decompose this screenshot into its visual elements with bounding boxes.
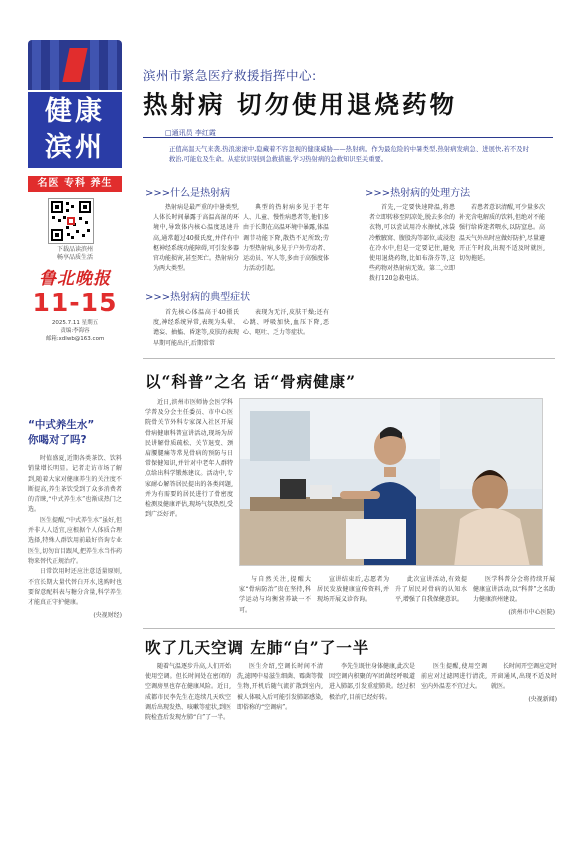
- mid-article-text: 近日,滨州市医师协会医学科学普及分会主任委员、市中心医院骨关节外科专家深入社区开展骨病健康科普宣讲活动,现场为居民讲解骨质疏松、关节退变、颈肩腰腿痛等常见骨病的预防与日常保健知识,并针对中老年人群特点给出科学锻炼建议。活动中,专家耐心解答居民提出的各类问题,并为有需要的居民进行了骨密度检测及健康评估,现场气氛热烈,受到广泛好评。: [145, 399, 233, 519]
- logo-line-1: 健康: [45, 96, 105, 127]
- mid-article-headline: 以“科普”之名 话“骨病健康”: [145, 372, 357, 391]
- top-article-byline: □通讯员 李红霞: [165, 129, 216, 137]
- section-text: 热射病是最严重的中暑类型,人体长时间暴露于高温高湿的环境中,导致体内核心温度迅速升高,通常超过40摄氏度,并伴有中枢神经系统功能障碍,可引发多器官功能损害,甚至死亡。热射病分为两大类型。: [153, 204, 239, 273]
- qr-code-icon[interactable]: [48, 198, 94, 244]
- paragraph: 时值盛夏,近期各类茶饮、饮料销量增长明显。记者走访市场了解到,随着大家对健康养生的关注度不断提高,养生茶饮受到了众多消费者的青睐,“中式养生水”也渐成热门之选。: [28, 455, 122, 514]
- page-range: 11-15: [32, 288, 118, 317]
- section-heading-treatment: >>>热射病的处理方法: [365, 188, 471, 199]
- section-text: 首先,一定要快速降温,将患者立即转移至阴凉处,脱去多余的衣物,可以尝试用冷水擦拭,冰袋冷敷腋窝、腹股沟等部位,或浸泡在冷水中,但是一定要记住,避免使用退烧药物,比如布洛芬等,这些药物对热射病无效。第二,立即拨打120急救电话。: [369, 204, 455, 283]
- section-logo: [28, 40, 122, 168]
- logo-graphic: [28, 40, 122, 90]
- divider: [143, 628, 555, 629]
- bottom-article-text: 医生介绍,空调长时间不清洗,滤网中易滋生细菌、霉菌等微生物,开机后随气流扩散到室内,被人体吸入后可能引发肺部感染,即俗称的“空调病”。: [237, 663, 323, 711]
- sidebar-article: [28, 418, 122, 619]
- mid-article-credit: (滨州市中心医院): [508, 608, 555, 616]
- sidebar-article-title: “中式养生水” 你喝对了吗?: [28, 419, 95, 446]
- section-heading-symptoms: >>>热射病的典型症状: [145, 292, 251, 303]
- paragraph: 日常饮用时还应注意适量原则,不宜长期大量代替白开水,选购时也要留意配料表与糖分含量,科学养生才能真正守护健康。: [28, 568, 122, 607]
- section-text: 典型的热射病多见于老年人、儿童、慢性病患者等,他们多由于长期在高温环境中暴露,体温调节功能下降,散热不足所致;劳力型热射病,多见于户外劳动者、运动员、军人等,多由于高强度体力活动引起。: [243, 204, 329, 273]
- mid-article-text: 与自然关注,提醒大家“骨病防治”贵在坚持,科学运动与均衡营养缺一不可。: [239, 576, 311, 614]
- mid-article-text: 此次宣讲活动,有效提升了居民对骨病的认知水平,增强了自我保健意识。: [395, 576, 467, 604]
- doctor-consultation-photo: [239, 398, 543, 566]
- qr-caption: 下载品读滨州 畅享品质生活: [56, 246, 93, 261]
- sidebar-article-body: [28, 454, 122, 608]
- bottom-article-headline: 吹了几天空调 左肺“白”了一半: [145, 638, 370, 657]
- logo-text: [28, 92, 122, 168]
- sidebar-credit: (央视财经): [93, 612, 122, 620]
- section-text: 表现为无汗,皮肤干燥;还有心跳、呼吸加快,血压下降,恶心、呕吐、乏力等症状。: [243, 309, 329, 337]
- newspaper-logo: 鲁北晚报: [39, 269, 111, 289]
- section-text: 首先核心体温高于40摄氏度,神经系统异常,表现为头晕、谵妄、抽搐、昏迷等,皮肤的表现早期可能出汗,后期常常: [153, 309, 239, 347]
- main-content: [133, 0, 569, 841]
- bottom-article-text: 长时间开空调应定时开窗通风,出现不适及时就医。 (央视新闻): [491, 662, 557, 705]
- mid-article-text: 医学科普分会将持续开展健康宣讲活动,以“科普”之名助力健康滨州建设。 (滨州市中心医院): [473, 575, 555, 618]
- section-heading-what-is: >>>什么是热射病: [145, 188, 231, 199]
- section-tagline: 名医 专科 养生: [28, 176, 122, 192]
- top-article-kicker: 滨州市紧急医疗救援指挥中心:: [143, 68, 317, 83]
- mid-article-text: 宣讲结束后,志愿者为居民发放健康宣传资料,并现场开展义诊咨询。: [317, 576, 389, 604]
- divider: [143, 358, 555, 359]
- bottom-article-text: 随着气温逐步升高,人们开始使用空调。但长时间处在密闭的空调房里也存在健康风险。近日,成都市民李先生在连续几天吹空调后出现发热、咳嗽等症状,到医院检查后发现左肺“白”了一半。: [145, 663, 231, 722]
- paragraph: 医生提醒,“中式养生水”虽好,但并非人人适宜,应根据个人体质合理选择,特殊人群饮用前最好咨询专业医生,切勿盲目跟风,把养生水当作药物来替代正规治疗。: [28, 516, 122, 565]
- left-column: [0, 0, 128, 841]
- logo-line-2: 滨州: [45, 132, 105, 163]
- ribbon-icon: [62, 48, 87, 82]
- divider: [143, 137, 553, 138]
- top-article-headline: 热射病 切勿使用退烧药物: [143, 90, 458, 119]
- section-text: 若患者意识清醒,可少量多次补充含电解质的饮料,但绝对不能强行给昏迷者喂水,以防窒息。高温天气外出时应做好防护,尽量避开正午时段,出现不适及时就医,切勿拖延。: [459, 204, 545, 263]
- bottom-article-text: 李先生既往身体健康,此次是因空调内积聚的军团菌经呼吸道进入肺部,引发重症肺炎。经过积极治疗,目前已经好转。: [329, 663, 415, 701]
- bottom-article-text: 医生提醒,使用空调前应对过滤网进行清洗,室内外温差不宜过大。: [421, 663, 487, 691]
- issue-info: 2025.7.11 星期五 责编:李海容 邮箱:xdlwb@163.com: [45, 320, 105, 342]
- top-article-lead: 正值高温天气来袭,热浪滚滚中,隐藏着不容忽视的健康威胁——热射病。作为最危险的中暑类型,热射病发病急、进展快,若不及时救治,可能危及生命。从症状识别到急救措施,学习热射病的急救知识至关重要。: [169, 146, 529, 163]
- bottom-article-credit: (央视新闻): [528, 695, 557, 703]
